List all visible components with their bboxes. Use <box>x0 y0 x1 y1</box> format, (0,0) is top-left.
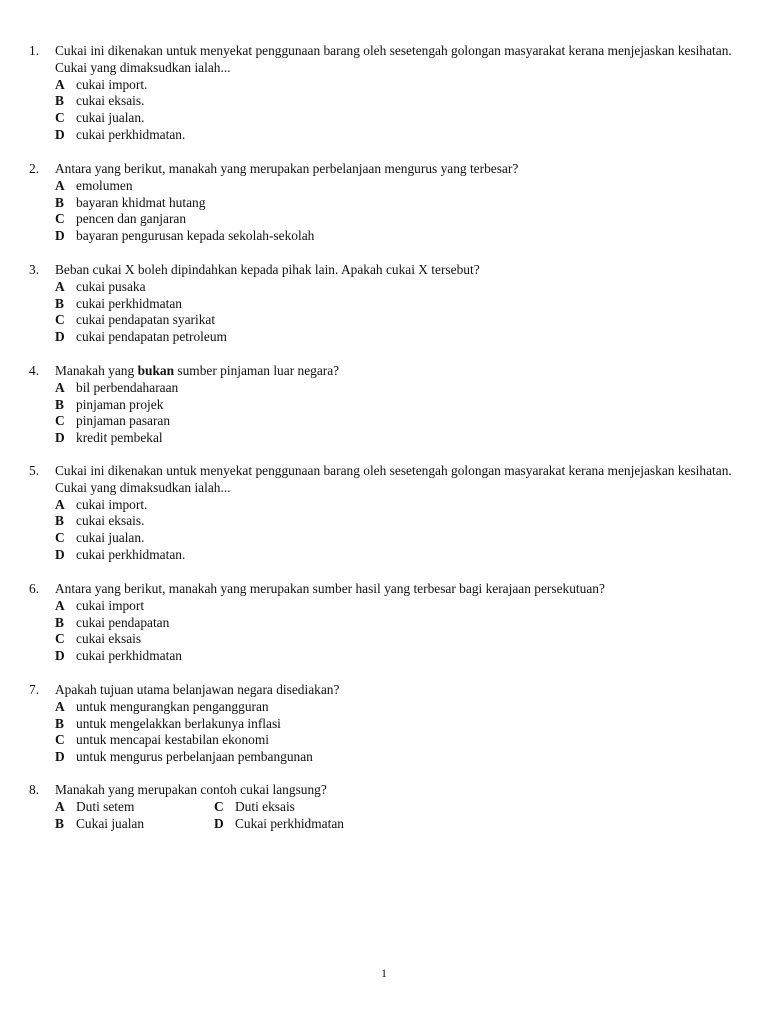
question-stem: Antara yang berikut, manakah yang merupakan sumber hasil yang terbesar bagi kerajaan persekutuan? <box>55 581 605 596</box>
option-text: bayaran khidmat hutang <box>76 194 206 210</box>
option-b[interactable] <box>55 195 739 212</box>
question-number: 8. <box>29 782 40 797</box>
option-letter: A <box>55 379 65 395</box>
option-text: cukai import. <box>76 76 148 92</box>
option-letter: A <box>55 597 65 613</box>
option-text: cukai import <box>76 597 145 613</box>
option-letter: D <box>55 329 65 345</box>
option-d[interactable] <box>55 749 739 766</box>
question-2 <box>29 161 739 245</box>
option-text: emolumen <box>76 177 133 193</box>
options-list <box>55 279 739 346</box>
option-letter: D <box>55 126 65 142</box>
option-text: bayaran pengurusan kepada sekolah-sekolah <box>76 228 315 244</box>
question-1 <box>29 43 739 144</box>
question-4 <box>29 363 739 447</box>
option-text: cukai eksais <box>76 631 142 647</box>
option-letter: C <box>55 413 65 429</box>
option-d[interactable] <box>55 329 739 346</box>
question-7 <box>29 682 739 766</box>
options-list <box>55 598 739 665</box>
question-3 <box>29 262 739 346</box>
stem-text: sumber pinjaman luar negara? <box>174 363 340 378</box>
option-text: cukai perkhidmatan <box>76 648 182 664</box>
option-text: kredit pembekal <box>76 430 163 446</box>
option-b[interactable] <box>55 397 739 414</box>
option-letter: C <box>55 211 65 227</box>
option-text: cukai perkhidmatan. <box>76 546 186 562</box>
option-letter: D <box>55 648 65 664</box>
option-letter: B <box>55 513 64 529</box>
option-letter: C <box>55 312 65 328</box>
question-number: 6. <box>29 581 40 596</box>
option-text: cukai perkhidmatan <box>76 295 182 311</box>
question-5 <box>29 463 739 564</box>
option-b[interactable] <box>55 93 739 110</box>
option-letter: B <box>55 194 64 210</box>
question-stem <box>55 363 739 380</box>
option-a[interactable] <box>55 178 739 195</box>
option-text: cukai import. <box>76 496 148 512</box>
question-number: 4. <box>29 363 40 378</box>
options-list <box>55 178 739 245</box>
option-letter: D <box>55 749 65 765</box>
option-letter: A <box>55 698 65 714</box>
question-6 <box>29 581 739 665</box>
question-8 <box>29 782 739 832</box>
options-list <box>55 380 739 447</box>
option-letter: B <box>55 815 64 831</box>
option-text: Cukai perkhidmatan <box>235 815 344 831</box>
option-text: cukai pendapatan <box>76 614 170 630</box>
question-stem: Antara yang berikut, manakah yang merupakan perbelanjaan mengurus yang terbesar? <box>55 161 519 176</box>
option-text: cukai pusaka <box>76 278 146 294</box>
option-c[interactable] <box>55 211 739 228</box>
option-text: cukai perkhidmatan. <box>76 126 186 142</box>
option-text: bil perbendaharaan <box>76 379 179 395</box>
question-number: 1. <box>29 43 40 58</box>
option-text: untuk mengurangkan pengangguran <box>76 698 269 714</box>
options-list <box>55 699 739 766</box>
options-list <box>55 77 739 144</box>
option-c[interactable] <box>55 530 739 547</box>
option-b[interactable] <box>55 513 739 530</box>
option-letter: C <box>55 110 65 126</box>
question-number: 7. <box>29 682 40 697</box>
option-letter: C <box>214 798 224 814</box>
option-d[interactable] <box>55 127 739 144</box>
option-letter: A <box>55 798 65 814</box>
option-text: Cukai jualan <box>76 815 145 831</box>
stem-text: Manakah yang <box>55 363 138 378</box>
option-d[interactable] <box>214 816 414 833</box>
option-d[interactable] <box>55 430 739 447</box>
question-number: 2. <box>29 161 40 176</box>
option-b[interactable] <box>55 716 739 733</box>
options-grid <box>55 799 739 833</box>
option-text: cukai eksais. <box>76 93 145 109</box>
option-c[interactable] <box>55 413 739 430</box>
option-text: cukai pendapatan petroleum <box>76 329 227 345</box>
option-letter: D <box>214 815 224 831</box>
option-letter: A <box>55 496 65 512</box>
option-c[interactable] <box>55 312 739 329</box>
option-letter: A <box>55 76 65 92</box>
question-stem: Manakah yang merupakan contoh cukai langsung? <box>55 782 327 797</box>
option-letter: B <box>55 396 64 412</box>
option-letter: D <box>55 546 65 562</box>
option-text: Duti setem <box>76 798 135 814</box>
option-b[interactable] <box>55 296 739 313</box>
option-letter: C <box>55 530 65 546</box>
option-a[interactable] <box>55 598 739 615</box>
option-c[interactable] <box>55 631 739 648</box>
option-letter: D <box>55 430 65 446</box>
page-number: 1 <box>381 966 387 980</box>
option-a[interactable] <box>55 279 739 296</box>
option-letter: A <box>55 177 65 193</box>
option-text: Duti eksais <box>235 798 295 814</box>
option-text: untuk mengurus perbelanjaan pembangunan <box>76 749 313 765</box>
emphasis-word: bukan <box>137 363 175 378</box>
option-letter: B <box>55 295 64 311</box>
question-stem: Cukai ini dikenakan untuk menyekat penggunaan barang oleh sesetengah golongan masyarakat kerana menjejaskan kesihatan. Cukai yang dimaksudkan ialah... <box>55 463 732 495</box>
option-letter: C <box>55 732 65 748</box>
option-text: untuk mengelakkan berlakunya inflasi <box>76 715 281 731</box>
option-c[interactable] <box>55 732 739 749</box>
option-text: untuk mencapai kestabilan ekonomi <box>76 732 269 748</box>
option-text: cukai jualan. <box>76 110 145 126</box>
option-a[interactable] <box>55 380 739 397</box>
options-list <box>55 497 739 564</box>
option-text: cukai pendapatan syarikat <box>76 312 216 328</box>
option-letter: B <box>55 614 64 630</box>
option-d[interactable] <box>55 648 739 665</box>
option-b[interactable] <box>55 816 214 833</box>
option-a[interactable] <box>55 77 739 94</box>
option-d[interactable] <box>55 547 739 564</box>
option-c[interactable] <box>55 110 739 127</box>
option-a[interactable] <box>55 799 214 816</box>
option-text: pinjaman projek <box>76 396 164 412</box>
question-number: 5. <box>29 463 40 478</box>
option-letter: B <box>55 93 64 109</box>
question-number: 3. <box>29 262 40 277</box>
question-stem: Cukai ini dikenakan untuk menyekat penggunaan barang oleh sesetengah golongan masyarakat kerana menjejaskan kesihatan. Cukai yang dimaksudkan ialah... <box>55 43 732 75</box>
question-stem: Apakah tujuan utama belanjawan negara disediakan? <box>55 682 340 697</box>
option-letter: B <box>55 715 64 731</box>
option-text: cukai jualan. <box>76 530 145 546</box>
option-letter: A <box>55 278 65 294</box>
option-letter: D <box>55 228 65 244</box>
option-a[interactable] <box>55 699 739 716</box>
option-c[interactable] <box>214 799 414 816</box>
option-d[interactable] <box>55 228 739 245</box>
option-text: cukai eksais. <box>76 513 145 529</box>
option-b[interactable] <box>55 615 739 632</box>
option-text: pencen dan ganjaran <box>76 211 187 227</box>
option-letter: C <box>55 631 65 647</box>
option-text: pinjaman pasaran <box>76 413 171 429</box>
option-a[interactable] <box>55 497 739 514</box>
question-stem: Beban cukai X boleh dipindahkan kepada pihak lain. Apakah cukai X tersebut? <box>55 262 480 277</box>
